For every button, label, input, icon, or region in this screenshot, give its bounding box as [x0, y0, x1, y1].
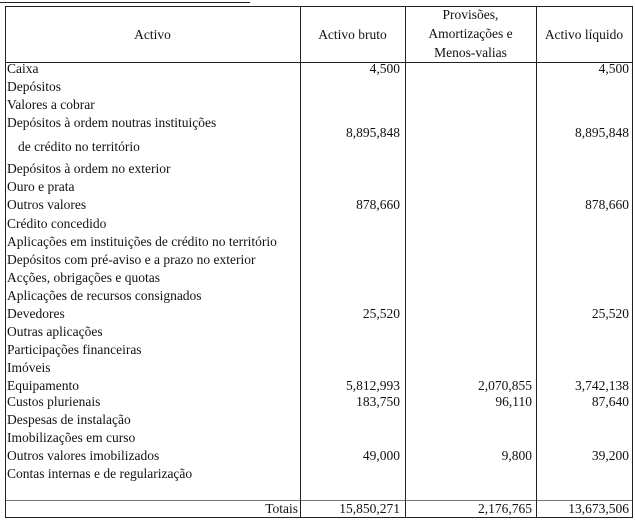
row-label: Participações financeiras — [7, 342, 142, 357]
row-label: Outros valores imobilizados — [7, 448, 160, 463]
row-activo-bruto: 183,750 — [356, 394, 400, 409]
row-label: Custos plurienais — [7, 394, 101, 409]
header-provisoes — [405, 5, 536, 62]
row-label: Imóveis — [7, 360, 51, 375]
row-label: Ouro e prata — [7, 179, 75, 194]
row-label: Depósitos à ordem no exterior — [7, 161, 171, 176]
row-activo-bruto: 49,000 — [362, 448, 400, 463]
row-label: Valores a cobrar — [7, 97, 95, 112]
row-activo-liquido: 3,742,138 — [575, 378, 629, 393]
header-provisoes-line2: Amortizações e — [428, 26, 513, 41]
table-top-border — [5, 6, 633, 7]
col-border — [632, 6, 633, 518]
totals-label: Totais — [265, 501, 298, 516]
row-label: Contas internas e de regularização — [7, 466, 193, 481]
row-label: Depósitos com pré-aviso e a prazo no exterior — [7, 252, 256, 267]
row-activo-bruto: 8,895,848 — [346, 125, 400, 140]
row-label: Equipamento — [7, 378, 79, 393]
row-provisoes: 2,070,855 — [478, 378, 532, 393]
totals-liquido: 13,673,506 — [568, 501, 629, 516]
row-label: Outras aplicações — [7, 324, 103, 339]
row-activo-bruto: 5,812,993 — [346, 378, 400, 393]
col-border — [5, 6, 6, 518]
row-provisoes: 96,110 — [495, 394, 532, 409]
header-activo-liquido: Activo líquido — [544, 27, 624, 42]
row-activo-bruto: 25,520 — [362, 306, 400, 321]
row-label: Depósitos à ordem noutras instituições — [7, 115, 217, 130]
row-label: Despesas de instalação — [7, 412, 131, 427]
row-label: Aplicações de recursos consignados — [7, 288, 202, 303]
row-activo-liquido: 4,500 — [598, 61, 629, 76]
col-border — [405, 6, 406, 518]
row-label: Imobilizações em curso — [7, 430, 136, 445]
row-activo-liquido: 87,640 — [591, 394, 629, 409]
header-provisoes-line3: Menos-valias — [434, 45, 507, 60]
row-label: Caixa — [7, 61, 39, 76]
header-activo: Activo — [134, 27, 171, 42]
row-label-continued: de crédito no território — [18, 139, 140, 154]
row-label: Crédito concedido — [7, 216, 107, 231]
row-label: Acções, obrigações e quotas — [7, 270, 160, 285]
col-border — [300, 6, 301, 518]
row-provisoes: 9,800 — [501, 448, 532, 463]
row-label: Outros valores — [7, 197, 87, 212]
totals-bruto: 15,850,271 — [339, 501, 400, 516]
row-activo-liquido: 8,895,848 — [575, 125, 629, 140]
header-provisoes-line1: Provisões, — [442, 7, 499, 22]
totals-provisoes: 2,176,765 — [478, 501, 532, 516]
row-activo-bruto: 878,660 — [356, 197, 400, 212]
row-activo-liquido: 25,520 — [591, 306, 629, 321]
row-activo-liquido: 878,660 — [585, 197, 629, 212]
row-label: Devedores — [7, 306, 65, 321]
col-border — [536, 6, 537, 518]
row-activo-bruto: 4,500 — [369, 61, 400, 76]
header-activo-bruto: Activo bruto — [318, 27, 387, 42]
row-activo-liquido: 39,200 — [591, 448, 629, 463]
top-rule — [0, 2, 250, 3]
row-label: Depósitos — [7, 79, 61, 94]
table-bottom-border — [5, 517, 633, 518]
row-label: Aplicações em instituições de crédito no território — [7, 234, 277, 249]
